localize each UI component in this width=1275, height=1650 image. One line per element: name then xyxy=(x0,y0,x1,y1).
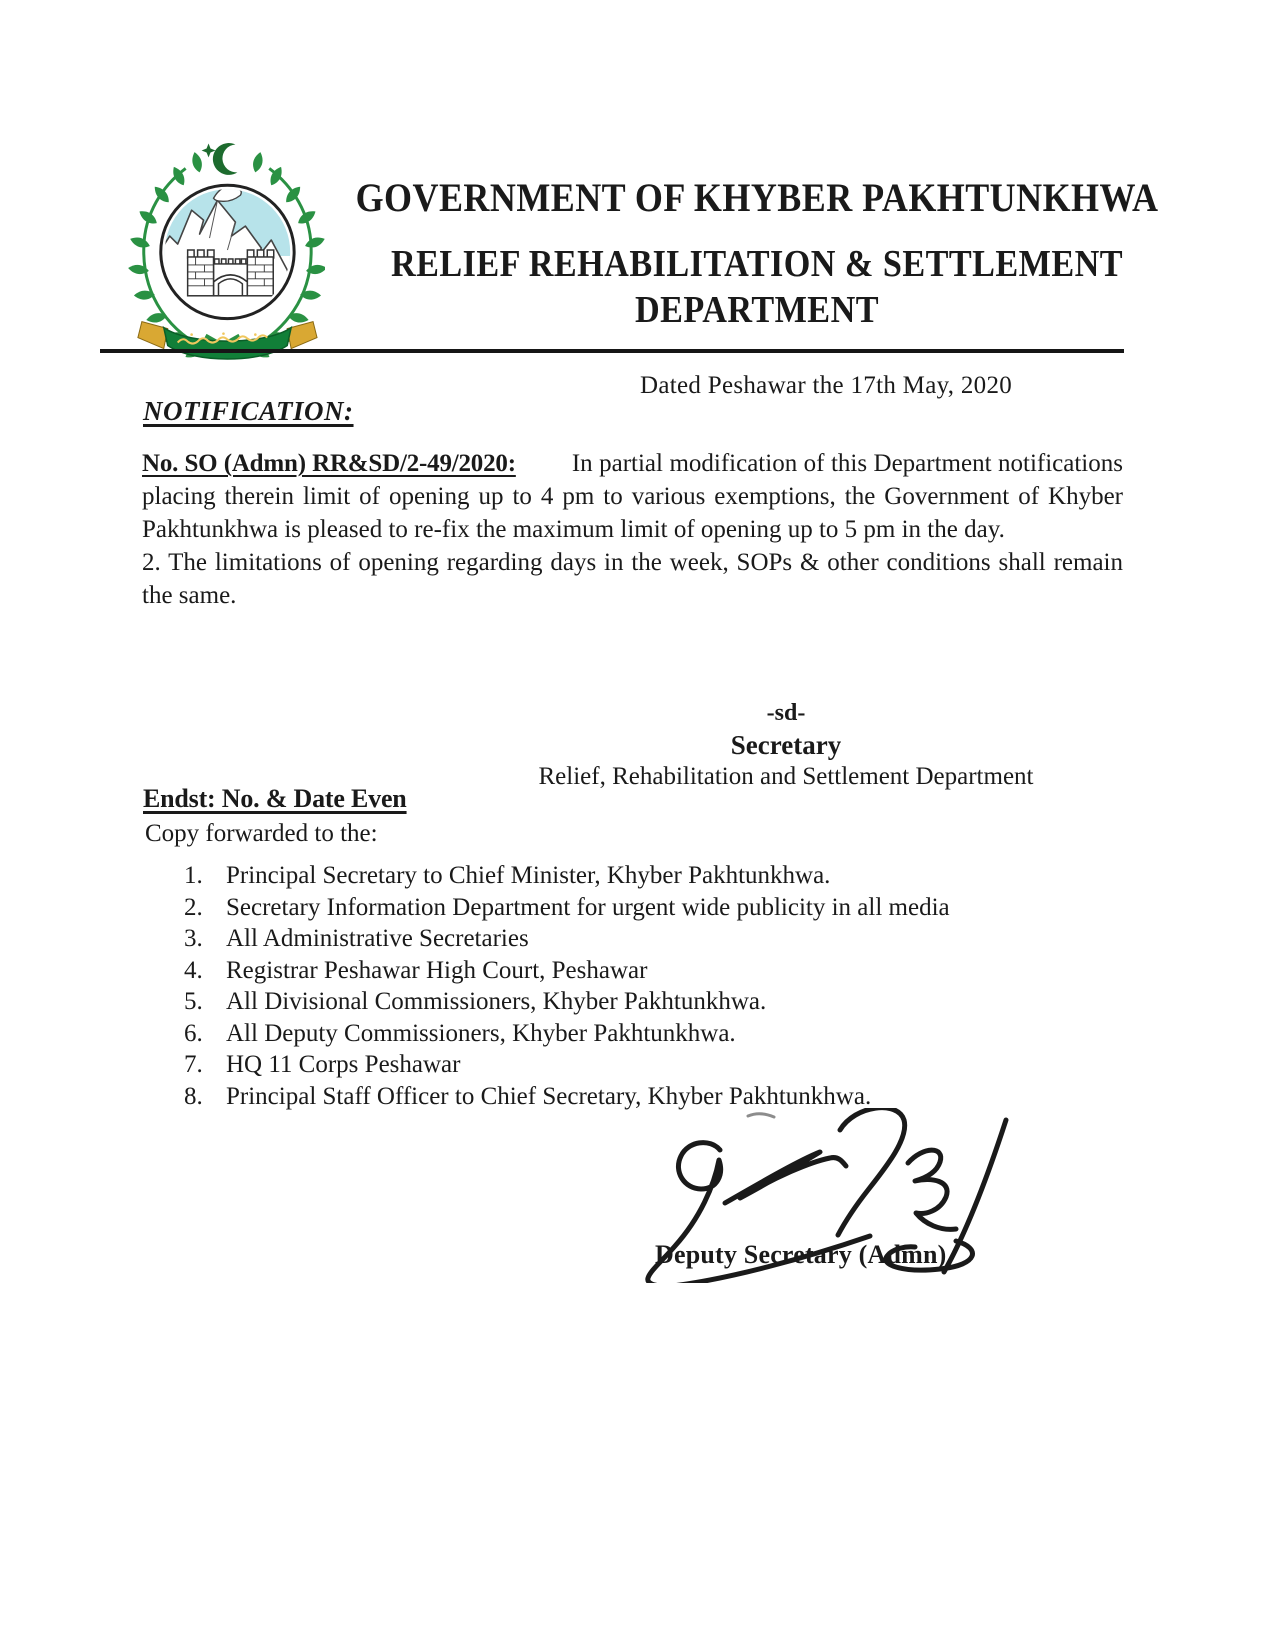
department-title-line1: RELIEF REHABILITATION & SETTLEMENT xyxy=(390,243,1124,285)
signatory-department: Relief, Rehabilitation and Settlement Department xyxy=(538,763,1034,790)
reference-number: No. SO (Admn) RR&SD/2-49/2020: xyxy=(142,450,516,477)
paragraph-1 xyxy=(142,447,1123,546)
endst-heading: Endst: No. & Date Even xyxy=(143,784,407,813)
signatory-title: Secretary xyxy=(730,730,842,760)
list-item: 6. All Deputy Commissioners, Khyber Pakhtunkhwa. xyxy=(184,1019,736,1047)
notification-body xyxy=(142,447,1123,612)
list-item: 2. Secretary Information Department for urgent wide publicity in all media xyxy=(184,893,950,921)
khyber-pakhtunkhwa-emblem-icon xyxy=(112,138,325,362)
list-item: 4. Registrar Peshawar High Court, Peshawar xyxy=(184,956,648,984)
department-title-line2: DEPARTMENT xyxy=(635,289,879,331)
government-title: GOVERNMENT OF KHYBER PAKHTUNKHWA xyxy=(355,175,1159,220)
distribution-list xyxy=(184,862,950,1114)
signature-label: Deputy Secretary (Admn) xyxy=(655,1240,947,1269)
paragraph-1-text: In partial modification of this Department notifications placing therein limit of opening up to 4 pm to various exemptions, the Government of Khyber Pakhtunkhwa is pleased to re-fix the maximum limit of opening up to 5 pm in the day. xyxy=(142,450,1123,543)
paragraph-2: 2. The limitations of opening regarding days in the week, SOPs & other conditions shall remain the same. xyxy=(142,549,1123,609)
header-divider xyxy=(100,349,1124,353)
list-item: 3. All Administrative Secretaries xyxy=(184,925,529,952)
signatory-block xyxy=(386,700,1186,791)
sd-mark: -sd- xyxy=(766,700,806,726)
list-item: 1. Principal Secretary to Chief Minister, Khyber Pakhtunkhwa. xyxy=(184,862,831,889)
crescent-star-icon xyxy=(202,143,238,175)
copy-forwarded-line: Copy forwarded to the: xyxy=(145,820,378,847)
list-item: 8. Principal Staff Officer to Chief Secretary, Khyber Pakhtunkhwa. xyxy=(184,1082,872,1110)
list-item: 5. All Divisional Commissioners, Khyber Pakhtunkhwa. xyxy=(184,988,767,1015)
list-item: 7. HQ 11 Corps Peshawar xyxy=(184,1051,461,1078)
notification-heading: NOTIFICATION: xyxy=(143,396,354,426)
ribbon-banner-icon xyxy=(138,322,317,359)
date-line: Dated Peshawar the 17th May, 2020 xyxy=(640,372,1013,399)
